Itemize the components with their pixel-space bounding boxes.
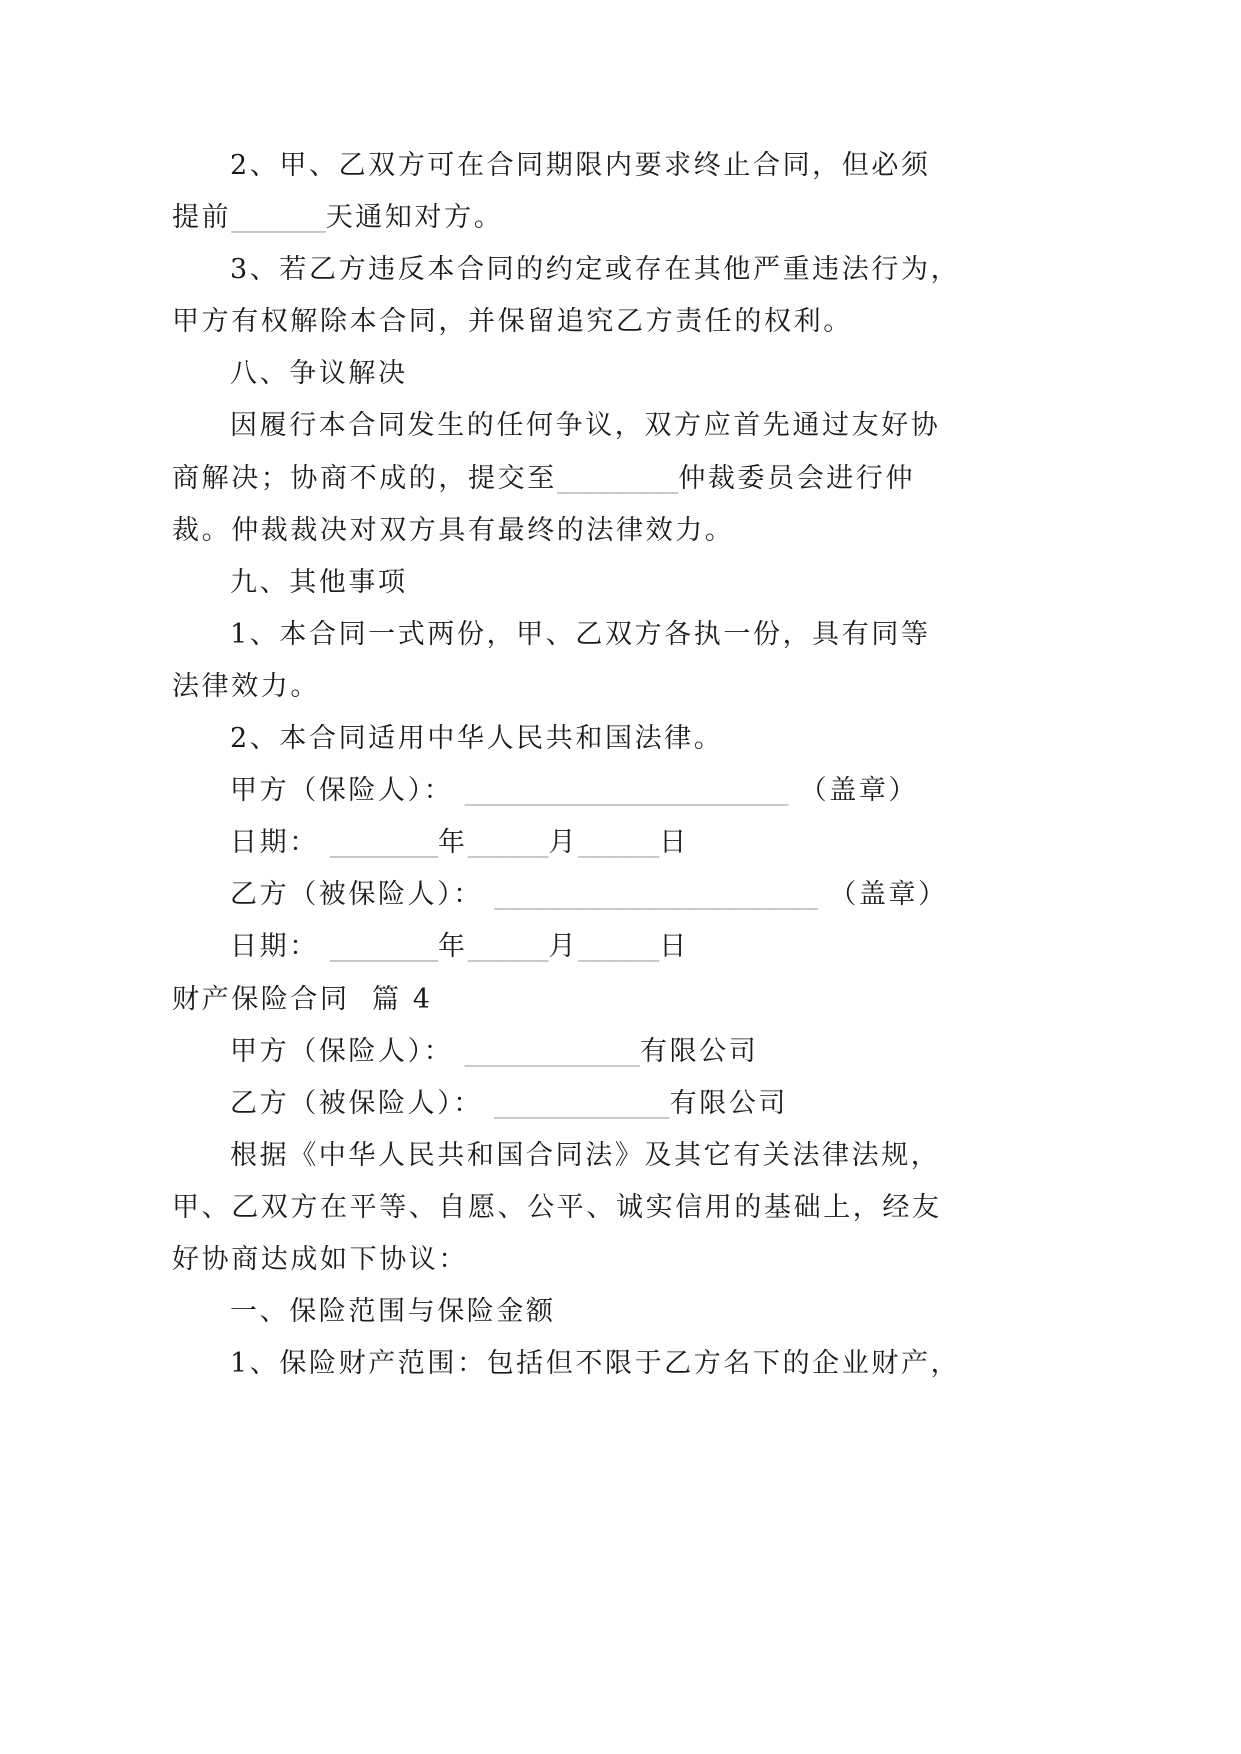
text-segment: （盖章） (818, 879, 948, 911)
fill-in-blank: ______ (467, 827, 549, 859)
text-segment: 1、本合同一式两份，甲、乙双方各执一份，具有同等 (230, 618, 931, 650)
text-segment: 天通知对方。 (325, 202, 504, 234)
text-line (172, 661, 972, 713)
text-line (172, 1286, 972, 1338)
text-segment: 裁。仲裁裁决对双方具有最终的法律效力。 (172, 514, 735, 546)
text-line (172, 1338, 972, 1390)
text-line (172, 557, 972, 609)
text-line (172, 1078, 972, 1130)
text-segment: 甲方（保险人）： (230, 775, 465, 807)
text-segment: 好协商达成如下协议： (172, 1243, 468, 1275)
text-segment: 月 (548, 931, 579, 963)
fill-in-blank: _______ (231, 202, 326, 234)
text-line (172, 453, 972, 505)
text-segment: 九、其他事项 (230, 566, 408, 598)
text-segment: 八、争议解决 (230, 358, 408, 390)
text-segment: 2、甲、乙双方可在合同期限内要求终止合同，但必须 (230, 150, 931, 181)
text-line (172, 400, 972, 452)
fill-in-blank: ________________________ (464, 775, 789, 807)
text-line (172, 1130, 972, 1182)
text-segment: 甲方有权解除本合同，并保留追究乙方责任的权利。 (172, 306, 853, 338)
text-segment: 有限公司 (669, 1087, 788, 1119)
text-segment: 财产保险合同 篇 4 (172, 983, 433, 1015)
text-line (172, 505, 972, 557)
text-segment: 法律效力。 (172, 670, 320, 702)
text-line (172, 869, 972, 921)
text-line (172, 921, 972, 973)
fill-in-blank: _________ (556, 462, 679, 494)
text-line (172, 348, 972, 400)
fill-in-blank: _____________ (494, 1087, 670, 1119)
fill-in-blank: ________ (329, 827, 438, 859)
text-segment: 一、保险范围与保险金额 (230, 1296, 556, 1328)
text-segment: 月 (548, 827, 579, 859)
text-segment: 日期： (230, 827, 330, 859)
text-segment: 年 (437, 931, 468, 963)
text-segment: 根据《中华人民共和国合同法》及其它有关法律法规， (230, 1139, 941, 1171)
text-segment: 日期： (230, 931, 330, 963)
fill-in-blank: ______ (578, 931, 660, 963)
text-segment: 1、保险财产范围：包括但不限于乙方名下的企业财产， (230, 1348, 961, 1380)
text-segment: 商解决；协商不成的，提交至 (172, 462, 557, 494)
text-line (172, 817, 972, 869)
text-segment: （盖章） (788, 775, 919, 807)
text-line (172, 192, 972, 244)
fill-in-blank: ________ (329, 931, 438, 963)
text-segment: 年 (437, 827, 468, 859)
text-line (172, 244, 972, 296)
text-line (172, 1182, 972, 1234)
text-segment: 因履行本合同发生的任何争议，双方应首先通过友好协 (230, 410, 941, 442)
text-line (172, 609, 972, 661)
text-segment: 日 (659, 931, 689, 963)
text-segment: 乙方（被保险人）： (230, 1087, 495, 1119)
text-segment: 提前 (172, 202, 232, 234)
text-segment: 2、本合同适用中华人民共和国法律。 (230, 723, 724, 755)
text-line (172, 296, 972, 348)
text-line (172, 1026, 972, 1078)
text-segment: 乙方（被保险人）： (230, 879, 495, 911)
text-segment: 仲裁委员会进行仲 (678, 462, 916, 494)
text-line (172, 974, 972, 1026)
document-page (172, 140, 972, 1390)
fill-in-blank: ________________________ (494, 879, 819, 911)
text-segment: 日 (659, 827, 689, 859)
text-line (172, 140, 972, 192)
fill-in-blank: ______ (578, 827, 660, 859)
text-segment: 有限公司 (639, 1035, 759, 1067)
text-segment: 甲、乙双方在平等、自愿、公平、诚实信用的基础上，经友 (172, 1191, 942, 1223)
text-line (172, 713, 972, 765)
text-segment: 3、若乙方违反本合同的约定或存在其他严重违法行为， (230, 254, 961, 286)
fill-in-blank: _____________ (464, 1035, 640, 1067)
text-line (172, 765, 972, 817)
text-segment: 甲方（保险人）： (230, 1035, 465, 1067)
text-line (172, 1234, 972, 1286)
fill-in-blank: ______ (467, 931, 549, 963)
